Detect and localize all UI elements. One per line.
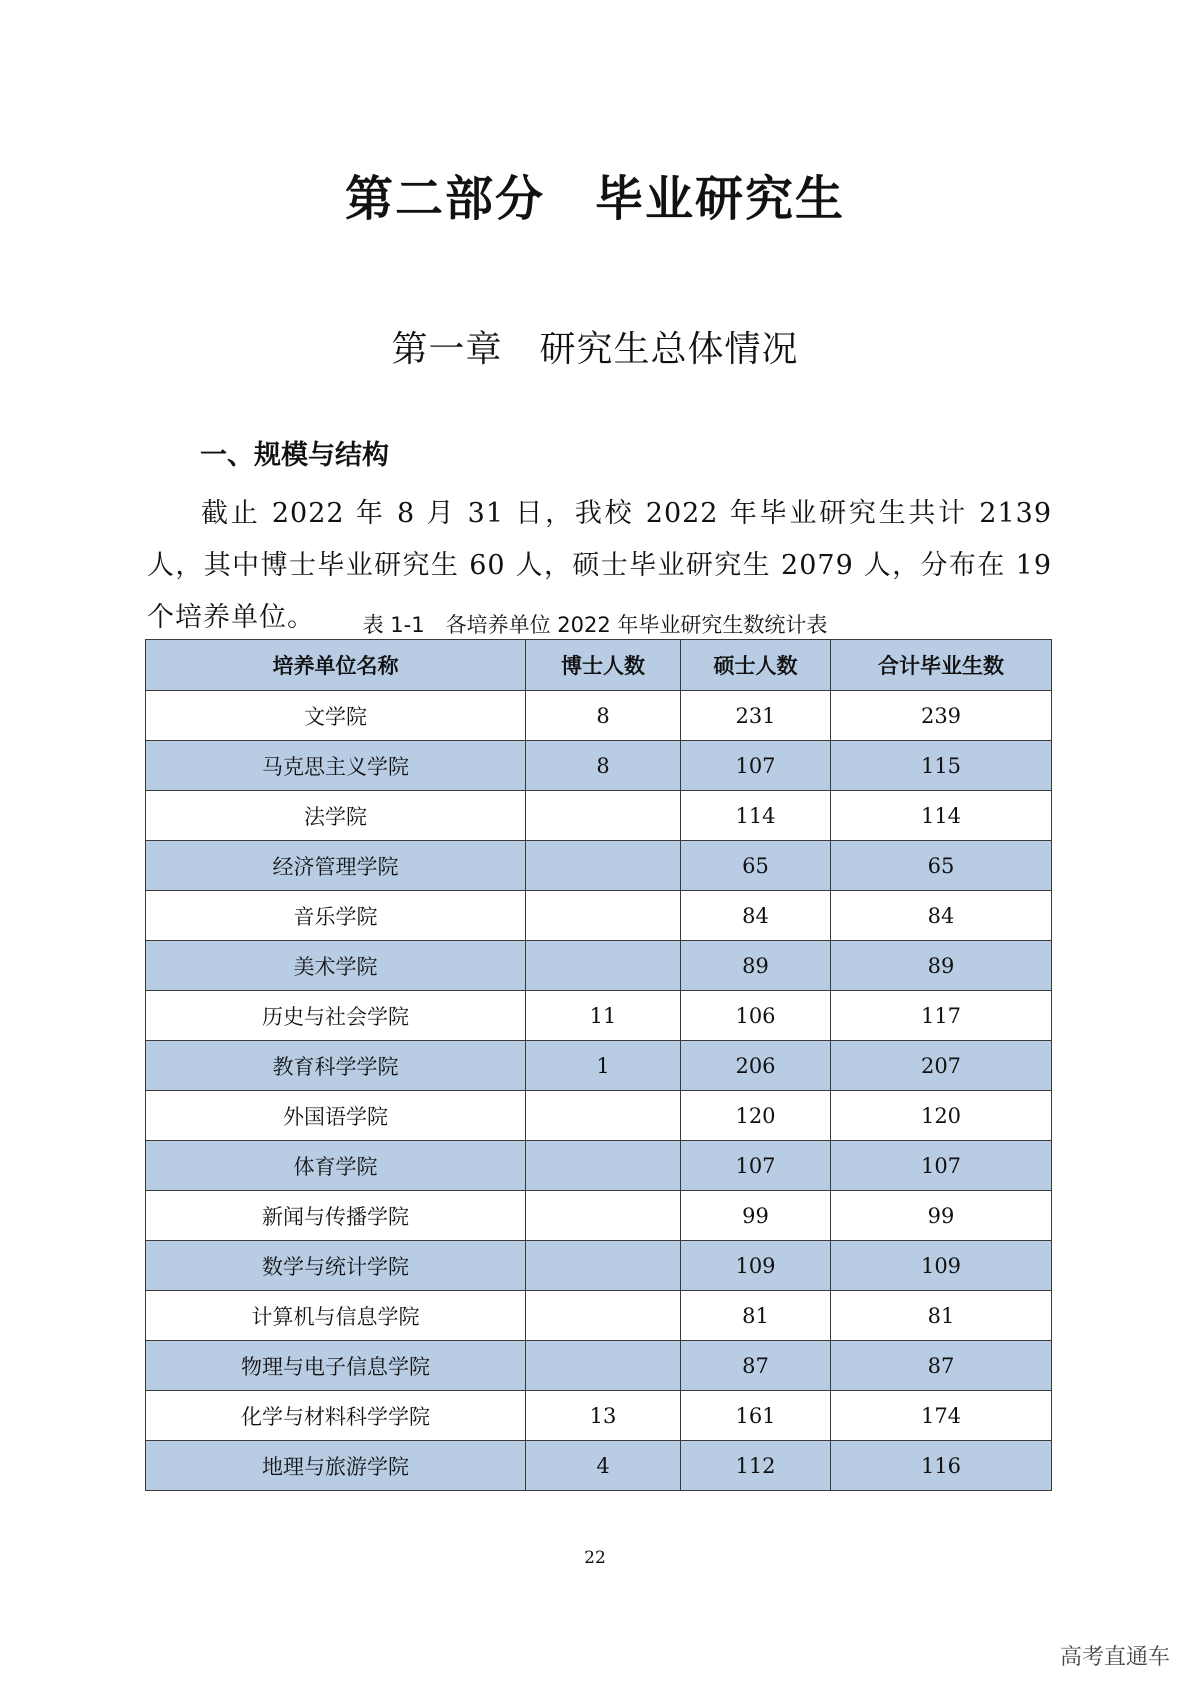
cell-master-count: 107 [681,741,831,791]
part-title: 第二部分 毕业研究生 [344,171,845,227]
cell-unit-name: 物理与电子信息学院 [146,1341,526,1391]
cell-phd-count: 1 [526,1041,681,1091]
cell-unit-name: 外国语学院 [146,1091,526,1141]
cell-total-count: 120 [831,1091,1052,1141]
cell-total-count: 89 [831,941,1052,991]
table-row [146,991,1052,1041]
cell-phd-count [526,1191,681,1241]
cell-unit-name: 美术学院 [146,941,526,991]
page-number: 22 [584,1548,606,1568]
cell-phd-count: 8 [526,741,681,791]
cell-phd-count: 8 [526,691,681,741]
table-row [146,1341,1052,1391]
table-row [146,891,1052,941]
cell-master-count: 89 [681,941,831,991]
cell-phd-count [526,841,681,891]
table-row [146,791,1052,841]
cell-master-count: 206 [681,1041,831,1091]
cell-master-count: 112 [681,1441,831,1491]
cell-master-count: 99 [681,1191,831,1241]
cell-unit-name: 新闻与传播学院 [146,1191,526,1241]
cell-phd-count: 11 [526,991,681,1041]
cell-unit-name: 音乐学院 [146,891,526,941]
table-row [146,841,1052,891]
cell-master-count: 65 [681,841,831,891]
chapter-title: 第一章 研究生总体情况 [391,329,799,370]
table-row [146,1241,1052,1291]
cell-total-count: 99 [831,1191,1052,1241]
cell-unit-name: 马克思主义学院 [146,741,526,791]
table-caption: 表 1-1 各培养单位 2022 年毕业研究生数统计表 [362,613,828,637]
cell-total-count: 84 [831,891,1052,941]
cell-unit-name: 地理与旅游学院 [146,1441,526,1491]
cell-unit-name: 数学与统计学院 [146,1241,526,1291]
table-row [146,741,1052,791]
cell-phd-count [526,941,681,991]
cell-phd-count [526,1341,681,1391]
cell-total-count: 114 [831,791,1052,841]
table-row [146,1041,1052,1091]
header-phd-count: 博士人数 [526,640,681,691]
cell-total-count: 65 [831,841,1052,891]
table-row [146,691,1052,741]
cell-master-count: 161 [681,1391,831,1441]
cell-master-count: 106 [681,991,831,1041]
watermark: 高考直通车 [1059,1645,1170,1670]
header-total-count: 合计毕业生数 [831,640,1052,691]
cell-master-count: 120 [681,1091,831,1141]
cell-phd-count [526,1291,681,1341]
cell-master-count: 87 [681,1341,831,1391]
cell-master-count: 81 [681,1291,831,1341]
cell-phd-count [526,1091,681,1141]
cell-phd-count: 13 [526,1391,681,1441]
cell-total-count: 207 [831,1041,1052,1091]
cell-unit-name: 历史与社会学院 [146,991,526,1041]
cell-total-count: 107 [831,1141,1052,1191]
cell-total-count: 116 [831,1441,1052,1491]
cell-total-count: 109 [831,1241,1052,1291]
cell-master-count: 114 [681,791,831,841]
header-unit-name: 培养单位名称 [146,640,526,691]
cell-total-count: 115 [831,741,1052,791]
cell-master-count: 231 [681,691,831,741]
cell-unit-name: 化学与材料科学学院 [146,1391,526,1441]
cell-unit-name: 计算机与信息学院 [146,1291,526,1341]
table-row [146,941,1052,991]
cell-unit-name: 教育科学学院 [146,1041,526,1091]
cell-unit-name: 文学院 [146,691,526,741]
cell-master-count: 107 [681,1141,831,1191]
cell-total-count: 239 [831,691,1052,741]
cell-total-count: 81 [831,1291,1052,1341]
section-title: 一、规模与结构 [200,440,389,471]
cell-phd-count [526,1141,681,1191]
graduate-stats-table [145,639,1052,1491]
table-row [146,1391,1052,1441]
cell-phd-count [526,1241,681,1291]
cell-total-count: 117 [831,991,1052,1041]
cell-total-count: 174 [831,1391,1052,1441]
cell-master-count: 109 [681,1241,831,1291]
cell-phd-count [526,891,681,941]
table-row [146,1441,1052,1491]
cell-unit-name: 经济管理学院 [146,841,526,891]
table-row [146,1191,1052,1241]
intro-paragraph: 截止 2022 年 8 月 31 日，我校 2022 年毕业研究生共计 2139 人，其中博士毕业研究生 60 人，硕士毕业研究生 2079 人，分布在 19 个培养单位。 [147,498,1052,633]
cell-unit-name: 体育学院 [146,1141,526,1191]
cell-unit-name: 法学院 [146,791,526,841]
table-row [146,1291,1052,1341]
cell-total-count: 87 [831,1341,1052,1391]
cell-phd-count: 4 [526,1441,681,1491]
cell-master-count: 84 [681,891,831,941]
table-row [146,1141,1052,1191]
cell-phd-count [526,791,681,841]
header-master-count: 硕士人数 [681,640,831,691]
table-header-row [146,640,1052,691]
table-row [146,1091,1052,1141]
